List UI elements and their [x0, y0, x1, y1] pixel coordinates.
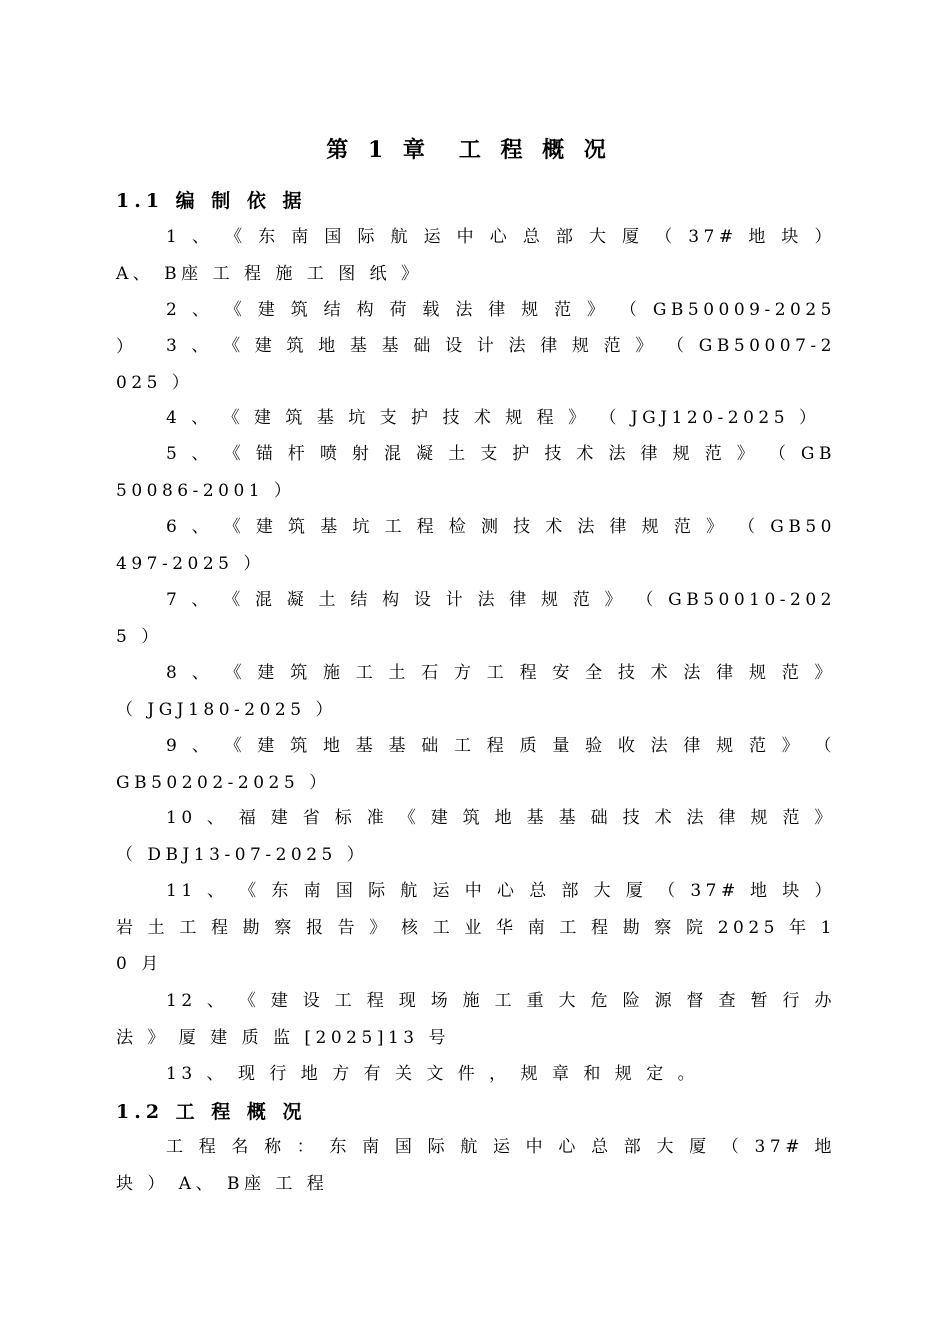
section-heading-basis: 1.1 编 制 依 据 — [116, 190, 307, 212]
basis-item-1: 1 、 《 东 南 国 际 航 运 中 心 总 部 大 厦 （ 37# 地 块 ） A、 B座 工 程 施 工 图 纸 》 — [116, 227, 836, 284]
basis-item-9: 9 、 《 建 筑 地 基 基 础 工 程 质 量 验 收 法 律 规 范 》 （ GB50202-2025 ） — [116, 736, 836, 793]
chapter-title: 第 1 章 工 程 概 况 — [326, 137, 612, 163]
basis-item-11: 11 、 《 东 南 国 际 航 运 中 心 总 部 大 厦 （ 37# 地 块 ） 岩 土 工 程 勘 察 报 告 》 核 工 业 华 南 工 程 勘 察 院 2025 年 10 月 — [116, 881, 836, 974]
section-heading-overview: 1.2 工 程 概 况 — [116, 1101, 307, 1123]
basis-item-10: 10 、 福 建 省 标 准 《 建 筑 地 基 基 础 技 术 法 律 规 范 》 （ DBJ13-07-2025 ） — [116, 808, 836, 865]
basis-item-8: 8 、 《 建 筑 施 工 土 石 方 工 程 安 全 技 术 法 律 规 范 》 （ JGJ180-2025 ） — [116, 663, 836, 720]
basis-item-5: 5 、 《 锚 杆 喷 射 混 凝 土 支 护 技 术 法 律 规 范 》 （ GB50086-2001 ） — [116, 444, 836, 501]
overview-project-name: 工 程 名 称 ： 东 南 国 际 航 运 中 心 总 部 大 厦 （ 37# 地 块 ） A、 B座 工 程 — [116, 1137, 836, 1194]
basis-item-7: 7 、 《 混 凝 土 结 构 设 计 法 律 规 范 》 （ GB50010-2025 ） — [116, 590, 836, 647]
basis-item-6: 6 、 《 建 筑 基 坑 工 程 检 测 技 术 法 律 规 范 》 （ GB50497-2025 ） — [116, 517, 836, 574]
basis-item-12: 12 、 《 建 设 工 程 现 场 施 工 重 大 危 险 源 督 查 暂 行 办 法 》 厦 建 质 监 [2025]13 号 — [116, 991, 836, 1048]
basis-item-4: 4 、 《 建 筑 基 坑 支 护 技 术 规 程 》 （ JGJ120-2025 ） — [166, 408, 821, 428]
basis-item-3: 3 、 《 建 筑 地 基 基 础 设 计 法 律 规 范 》 （ GB50007-2025 ） — [116, 336, 836, 393]
basis-item-2: 2 、 《 建 筑 结 构 荷 载 法 律 规 范 》 （ GB50009-2025 ） — [116, 300, 836, 357]
basis-item-13: 13 、 现 行 地 方 有 关 文 件 ， 规 章 和 规 定 。 — [166, 1064, 700, 1084]
